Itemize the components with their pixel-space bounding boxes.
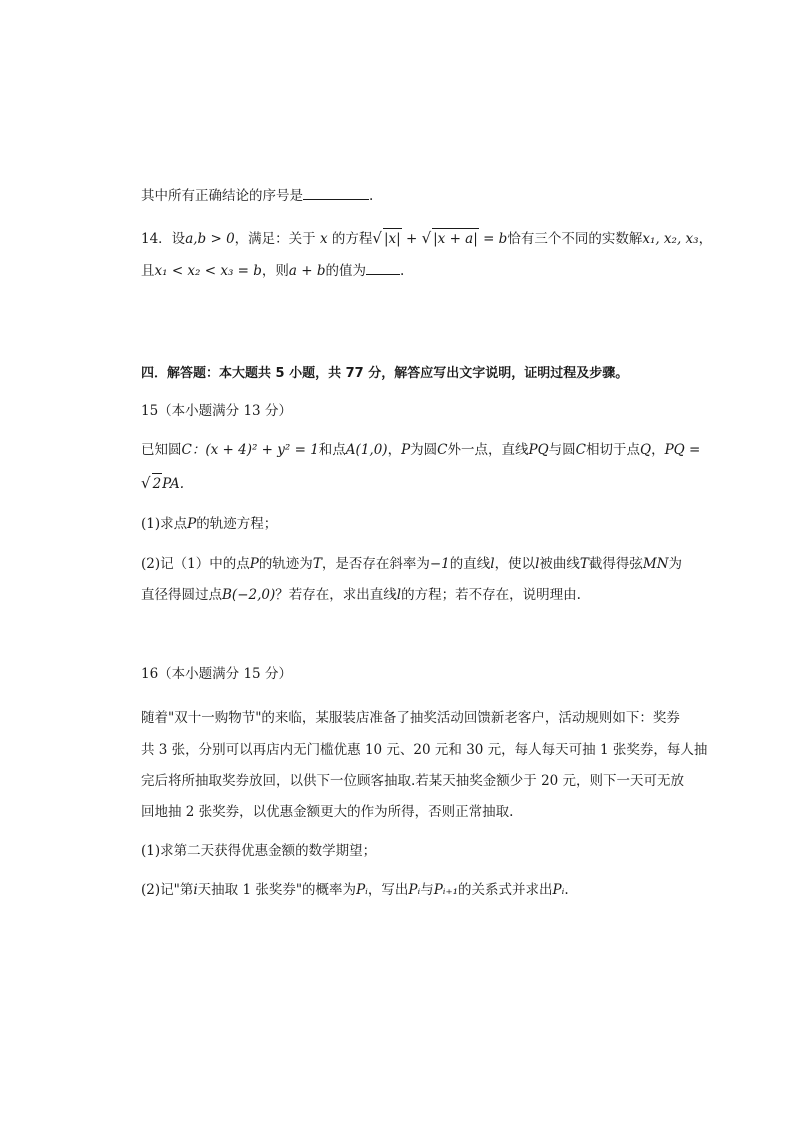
text: 相切于点 bbox=[586, 442, 640, 458]
q16-line-2: 共 3 张，分别可以再店内无门槛优惠 10 元、20 元和 30 元，每人每天可抽 1 张奖券，每人抽 bbox=[141, 742, 708, 758]
math: Pᵢ bbox=[356, 882, 368, 898]
q16-part-2 bbox=[141, 880, 569, 900]
math: |x| bbox=[383, 228, 402, 249]
q16-line-1: 随着"双十一购物节"的来临，某服装店准备了抽奖活动回馈新老客户，活动规则如下：奖券 bbox=[141, 710, 680, 726]
text: 为 bbox=[668, 556, 683, 572]
q16-heading: 16（本小题满分 15 分） bbox=[141, 666, 292, 682]
math: a + b bbox=[288, 263, 326, 279]
text: ，使以 bbox=[494, 556, 536, 572]
text: 的轨迹为 bbox=[258, 556, 313, 572]
text: ， bbox=[387, 442, 402, 458]
math: Q bbox=[640, 442, 652, 458]
text: 其中所有正确结论的序号是 bbox=[141, 188, 303, 204]
text: (2)记"第 bbox=[141, 882, 194, 898]
q15-part-2-line-1 bbox=[141, 554, 682, 574]
math: C bbox=[575, 442, 586, 458]
math: PA. bbox=[162, 476, 185, 492]
text: . bbox=[400, 263, 405, 279]
text: (1)求点 bbox=[141, 516, 188, 532]
q15-line-1 bbox=[141, 440, 700, 460]
text: ？若存在，求出直线 bbox=[275, 587, 397, 603]
text: ， bbox=[651, 442, 665, 458]
math: P bbox=[249, 556, 259, 572]
text: 恰有三个不同的实数解 bbox=[507, 231, 643, 247]
math: l bbox=[396, 587, 402, 603]
text: 已知圆 bbox=[141, 442, 182, 458]
text: 的直线 bbox=[449, 556, 491, 572]
q15-part-2-line-2 bbox=[141, 585, 581, 605]
sqrt-sign: √ bbox=[141, 474, 151, 492]
text: ，写出 bbox=[367, 882, 409, 898]
q16-line-4: 回地抽 2 张奖券，以优惠金额更大的作为所得，否则正常抽取. bbox=[141, 804, 514, 820]
math: x₁ < x₂ < x₃ = b bbox=[154, 263, 262, 279]
math: |x + a| bbox=[432, 228, 479, 249]
text: 直径得圆过点 bbox=[141, 587, 222, 603]
text: (2)记（1）中的点 bbox=[141, 556, 250, 572]
q15-part-1 bbox=[141, 514, 277, 534]
text: 为圆 bbox=[410, 442, 438, 458]
text: 的值为 bbox=[325, 263, 366, 279]
math: T bbox=[312, 556, 322, 572]
text: ，满足：关于 bbox=[234, 231, 320, 247]
q14-line-2 bbox=[141, 261, 404, 281]
math: Pᵢ₊₁ bbox=[433, 882, 459, 898]
text: 的方程；若不存在，说明理由. bbox=[401, 587, 581, 603]
q15-line-2 bbox=[141, 473, 184, 494]
answer-blank[interactable] bbox=[366, 262, 400, 275]
math: 2 bbox=[152, 473, 163, 494]
math: x₁, x₂, x₃ bbox=[642, 231, 699, 247]
math: PQ bbox=[528, 442, 549, 458]
text: . bbox=[564, 882, 569, 898]
text: ，则 bbox=[261, 263, 289, 279]
text: . bbox=[369, 188, 374, 204]
text: 外一点，直线 bbox=[447, 442, 529, 458]
text: 和点 bbox=[318, 442, 346, 458]
text: 天抽取 1 张奖券"的概率为 bbox=[197, 882, 357, 898]
q16-part-1: (1)求第二天获得优惠金额的数学期望； bbox=[141, 843, 377, 859]
math: P bbox=[187, 516, 197, 532]
text: 14．设 bbox=[141, 231, 186, 247]
math: P bbox=[401, 442, 411, 458]
math: A(1,0) bbox=[345, 442, 388, 458]
q13-answer-line bbox=[141, 186, 373, 206]
math: + bbox=[401, 231, 422, 247]
text: 截得得弦 bbox=[588, 556, 643, 572]
text: ，是否存在斜率为 bbox=[321, 556, 430, 572]
math: l bbox=[490, 556, 495, 572]
text: 的方程 bbox=[327, 231, 373, 247]
answer-blank[interactable] bbox=[303, 187, 369, 200]
math: C bbox=[437, 442, 448, 458]
text: 且 bbox=[141, 263, 155, 279]
math: = b bbox=[478, 231, 508, 247]
math: i bbox=[193, 882, 198, 898]
sqrt-sign: √ bbox=[372, 229, 382, 247]
sqrt-sign: √ bbox=[421, 229, 432, 247]
math: l bbox=[535, 556, 540, 572]
math: C：(x + 4)² + y² = 1 bbox=[181, 442, 319, 458]
q15-heading: 15（本小题满分 13 分） bbox=[141, 403, 292, 419]
text: 的轨迹方程； bbox=[196, 516, 278, 532]
math: PQ = bbox=[664, 442, 701, 458]
math: Pᵢ bbox=[552, 882, 565, 898]
math: B(−2,0) bbox=[222, 587, 276, 603]
text: 被曲线 bbox=[539, 556, 580, 572]
math: Pᵢ bbox=[408, 882, 421, 898]
math: MN bbox=[642, 556, 669, 572]
q14-line-1 bbox=[141, 228, 712, 249]
section-4-heading: 四．解答题：本大题共 5 小题，共 77 分，解答应写出文字说明，证明过程及步骤。 bbox=[141, 366, 629, 381]
math: T bbox=[579, 556, 589, 572]
math: −1 bbox=[429, 556, 450, 572]
math: a,b > 0 bbox=[185, 231, 235, 247]
text: 与 bbox=[420, 882, 434, 898]
text: 的关系式并求出 bbox=[458, 882, 553, 898]
text: ， bbox=[698, 231, 713, 247]
q16-line-3: 完后将所抽取奖券放回，以供下一位顾客抽取.若某天抽奖金额少于 20 元，则下一天可无放 bbox=[141, 773, 685, 789]
text: 与圆 bbox=[548, 442, 576, 458]
math: x bbox=[319, 231, 328, 247]
